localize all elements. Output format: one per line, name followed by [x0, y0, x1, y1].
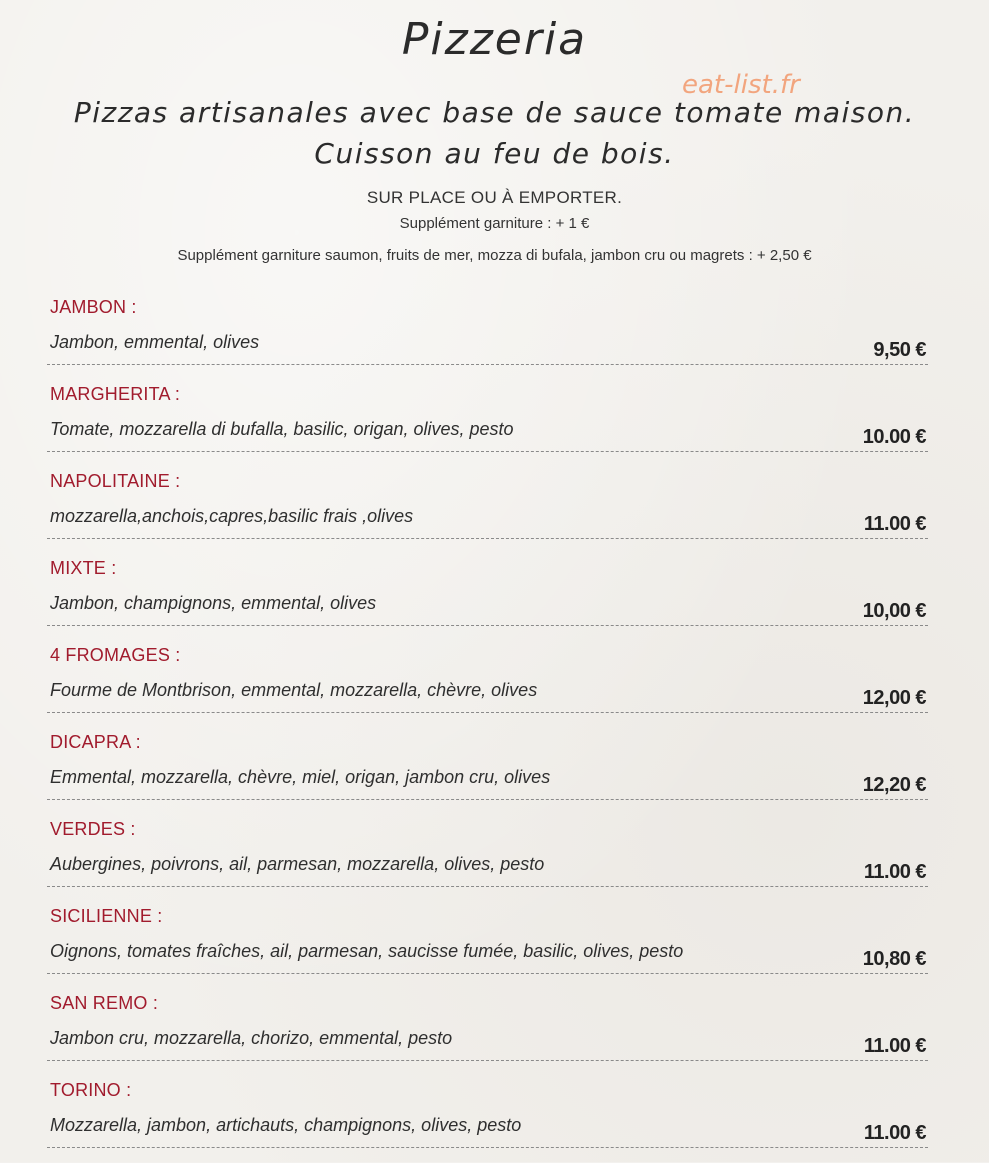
- item-description: Tomate, mozzarella di bufalla, basilic, origan, olives, pesto: [50, 419, 514, 439]
- page-title: Pizzeria: [401, 14, 588, 65]
- menu-item-san-remo: [47, 989, 928, 1076]
- menu-item-jambon: [47, 293, 928, 380]
- item-description: Mozzarella, jambon, artichauts, champignons, olives, pesto: [50, 1115, 522, 1135]
- premium-supplement-info: Supplément garniture saumon, fruits de mer, mozza di bufala, jambon cru ou magrets : + 2,50 €: [177, 247, 812, 264]
- menu-item-napolitaine: [47, 467, 928, 554]
- subtitle-line-2: Cuisson au feu de bois.: [314, 137, 675, 170]
- dotted-divider: [47, 1147, 928, 1148]
- item-name: DICAPRA :: [50, 732, 141, 752]
- menu-item-dicapra: [47, 728, 928, 815]
- menu-item-sicilienne: [47, 902, 928, 989]
- item-name: MARGHERITA :: [50, 384, 181, 404]
- dotted-divider: [47, 364, 928, 365]
- item-price: 11.00 €: [863, 513, 926, 535]
- supplement-info: Supplément garniture : + 1 €: [399, 215, 590, 232]
- watermark: eat-list.fr: [682, 70, 800, 100]
- item-price: 12,20 €: [862, 774, 926, 796]
- item-name: VERDES :: [50, 819, 136, 839]
- item-description: Jambon, champignons, emmental, olives: [50, 593, 377, 613]
- menu-item-margherita: [47, 380, 928, 467]
- dotted-divider: [47, 712, 928, 713]
- item-price: 10,80 €: [862, 948, 926, 970]
- item-name: SAN REMO :: [50, 993, 159, 1013]
- dotted-divider: [47, 625, 928, 626]
- menu-item-verdes: [47, 815, 928, 902]
- item-price: 10.00 €: [862, 426, 926, 448]
- item-price: 11.00 €: [863, 861, 926, 883]
- item-description: Jambon cru, mozzarella, chorizo, emmental, pesto: [50, 1028, 453, 1048]
- item-name: JAMBON :: [50, 297, 137, 317]
- menu-item-torino: [47, 1076, 928, 1163]
- item-description: Aubergines, poivrons, ail, parmesan, mozzarella, olives, pesto: [50, 854, 545, 874]
- item-description: Fourme de Montbrison, emmental, mozzarella, chèvre, olives: [50, 680, 538, 700]
- item-description: Oignons, tomates fraîches, ail, parmesan, saucisse fumée, basilic, olives, pesto: [50, 941, 684, 961]
- item-description: mozzarella,anchois,capres,basilic frais ,olives: [50, 506, 414, 526]
- item-description: Emmental, mozzarella, chèvre, miel, origan, jambon cru, olives: [50, 767, 551, 787]
- item-price: 11.00 €: [863, 1035, 926, 1057]
- item-price: 11.00 €: [863, 1122, 926, 1144]
- item-price: 12,00 €: [862, 687, 926, 709]
- dotted-divider: [47, 799, 928, 800]
- item-name: 4 FROMAGES :: [50, 645, 181, 665]
- pizza-menu-list: [47, 293, 928, 1163]
- item-price: 10,00 €: [862, 600, 926, 622]
- service-info: SUR PLACE OU À EMPORTER.: [366, 188, 623, 207]
- item-description: Jambon, emmental, olives: [50, 332, 260, 352]
- menu-item-mixte: [47, 554, 928, 641]
- dotted-divider: [47, 451, 928, 452]
- item-price: 9,50 €: [873, 339, 926, 361]
- item-name: MIXTE :: [50, 558, 117, 578]
- dotted-divider: [47, 973, 928, 974]
- item-name: TORINO :: [50, 1080, 132, 1100]
- subtitle-line-1: Pizzas artisanales avec base de sauce tomate maison.: [73, 96, 916, 129]
- dotted-divider: [47, 1060, 928, 1061]
- item-name: NAPOLITAINE :: [50, 471, 181, 491]
- item-name: SICILIENNE :: [50, 906, 163, 926]
- dotted-divider: [47, 538, 928, 539]
- menu-item-4-fromages: [47, 641, 928, 728]
- dotted-divider: [47, 886, 928, 887]
